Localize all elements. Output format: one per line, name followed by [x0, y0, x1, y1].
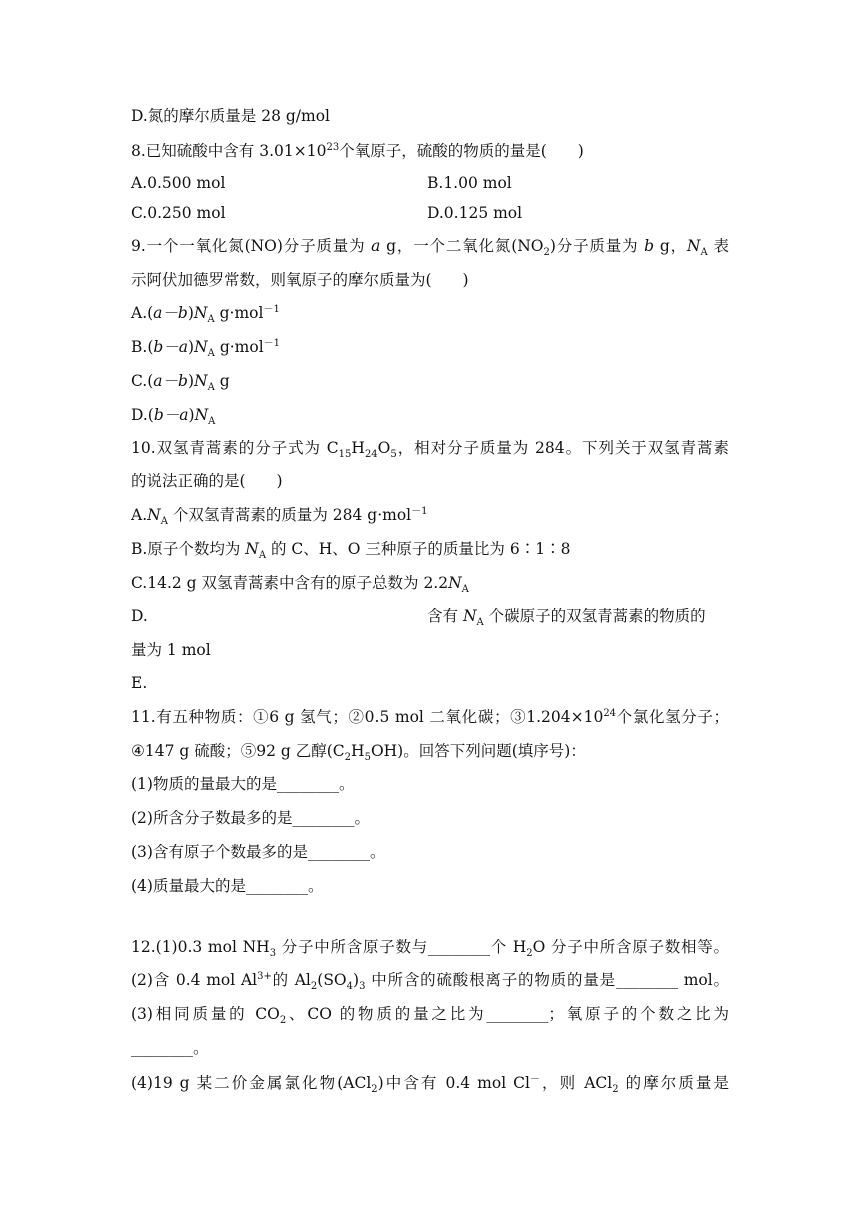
avogadro-subscript: A [207, 348, 215, 360]
exponent: 3+ [257, 970, 272, 982]
q11-text: 个氯化氢分子； [616, 708, 729, 726]
subscript: 2 [612, 1084, 619, 1096]
q9-option-a [131, 303, 280, 326]
subscript: 5 [390, 449, 397, 461]
q9-text: 示阿伏加德罗常数，则氧原子的摩尔质量为( ) [131, 271, 469, 289]
q11-part-2 [131, 808, 370, 828]
q9-option-b [131, 337, 281, 360]
avogadro-symbol: N [193, 304, 208, 322]
q12-text: ________。 [131, 1039, 209, 1057]
q9-var-b: b [644, 237, 655, 255]
q11-part-1 [131, 774, 354, 794]
paren: ) [188, 406, 195, 424]
avogadro-subscript: A [160, 516, 168, 528]
q10-option-c [131, 573, 469, 596]
q9-stem-line-1 [131, 236, 729, 259]
q11-part-1-text: (1)物质的量最大的是________。 [131, 775, 355, 793]
q12-text: 分子中所含原子数与________个 H [276, 938, 527, 956]
q9-option-c-expr: a－b [153, 372, 188, 390]
q9-option-a-expr: a－b [153, 304, 188, 322]
q9-option-d-label: D.( [131, 406, 154, 424]
q11-stem-line-1 [131, 707, 729, 727]
q10-text: 的说法正确的是( ) [131, 472, 283, 490]
q12-part-2 [131, 970, 729, 993]
q12-part-4 [131, 1073, 729, 1096]
avogadro-symbol: N [194, 338, 208, 356]
q10-option-c-text: C.14.2 g 双氢青蒿素中含有的原子总数为 2.2 [131, 574, 449, 592]
q8-stem-text-2: 个氧原子，硫酸的物质的量是( ) [339, 142, 584, 160]
unit: g·mol [214, 338, 264, 356]
avogadro-symbol: N [194, 406, 209, 424]
q8-stem-text: 8.已知硫酸中含有 3.01×10 [131, 142, 327, 160]
q10-option-e-label: E. [131, 674, 148, 692]
q7-option-d-text: D.氮的摩尔质量是 28 g/mol [131, 107, 331, 125]
q9-option-b-label: B.( [131, 338, 154, 356]
q10-option-b-text-2: 的 C、H、O 三种原子的质量比为 6∶1∶8 [266, 540, 571, 558]
q8-option-b [427, 173, 512, 193]
subscript: 5 [364, 752, 371, 764]
avogadro-subscript: A [476, 617, 484, 629]
q12-text: ，则 ACl [539, 1074, 613, 1092]
unit: g [214, 372, 230, 390]
q9-subscript: 2 [543, 247, 550, 259]
q11-part-4-text: (4)质量最大的是________。 [131, 877, 324, 895]
exponent: －1 [263, 303, 280, 315]
exponent: －1 [411, 505, 428, 517]
q11-text: OH)。回答下列问题(填序号)： [370, 742, 586, 760]
avogadro-subscript: A [207, 314, 215, 326]
q9-text: g，一个二氧化氮(NO [380, 237, 544, 255]
avogadro-symbol: N [448, 574, 462, 592]
avogadro-symbol: N [462, 607, 477, 625]
q12-text: 12.(1)0.3 mol NH [131, 938, 270, 956]
q10-option-d-text-3: 量为 1 mol [131, 641, 211, 659]
element-h: H [351, 439, 365, 457]
avogadro-subscript: A [461, 584, 469, 596]
q8-option-d [427, 203, 522, 223]
subscript: 2 [344, 752, 352, 764]
avogadro-subscript: A [258, 550, 267, 562]
q12-text: (3)相同质量的 CO [131, 1005, 280, 1023]
q11-part-3 [131, 842, 385, 862]
q9-stem-line-2 [131, 270, 469, 290]
q10-option-b [131, 539, 571, 562]
q10-text: 10.双氢青蒿素的分子式为 C [131, 439, 339, 457]
q8-option-d-text: D.0.125 mol [427, 204, 523, 222]
avogadro-symbol: N [147, 506, 161, 524]
q12-text: 中所含的硫酸根离子的物质的量是________ mol。 [365, 971, 729, 989]
q10-option-d-label-text: D. [131, 607, 148, 625]
q8-option-c-text: C.0.250 mol [131, 204, 226, 222]
subscript: 15 [338, 449, 352, 461]
q8-exponent: 23 [326, 141, 340, 153]
subscript: 24 [364, 449, 378, 461]
subscript: 2 [371, 1084, 378, 1096]
q9-option-d [131, 405, 216, 428]
avogadro-subscript: A [700, 247, 708, 259]
subscript: 4 [346, 981, 354, 993]
q11-text: ④147 g 硫酸；⑤92 g 乙醇(C [131, 742, 345, 760]
q9-text: 9.一个一氧化氮(NO)分子质量为 [131, 237, 372, 255]
subscript: 3 [269, 948, 277, 960]
q9-text: )分子质量为 [549, 237, 645, 255]
q11-part-2-text: (2)所含分子数最多的是________。 [131, 809, 370, 827]
q12-part-1 [131, 937, 729, 960]
subscript: 3 [359, 981, 366, 993]
q10-stem-line-2 [131, 471, 283, 491]
q12-text: 的摩尔质量是 [618, 1074, 729, 1092]
q10-option-b-text: B.原子个数均为 [131, 540, 246, 558]
q12-part-3 [131, 1004, 729, 1027]
q12-text: O 分子中所含原子数相等。 [532, 938, 729, 956]
q10-option-d-label [131, 606, 148, 626]
subscript: 2 [279, 1015, 287, 1027]
q8-option-a [131, 173, 225, 193]
q8-option-c [131, 203, 226, 223]
q12-text: 的 Al [271, 971, 311, 989]
q9-option-d-expr: b－a [153, 406, 189, 424]
q12-text: )中含有 0.4 mol Cl [377, 1074, 530, 1092]
q10-option-e [131, 673, 147, 693]
element-h: H [351, 742, 365, 760]
q9-option-c [131, 371, 230, 394]
subscript: 2 [310, 981, 318, 993]
exponent: － [529, 1073, 540, 1085]
q10-option-d-text: 含有 [427, 607, 463, 625]
element-o: O [377, 439, 391, 457]
q10-option-a [131, 505, 428, 528]
subscript: 2 [526, 948, 533, 960]
q12-part-3-line-2 [131, 1038, 209, 1058]
q8-stem [131, 141, 584, 161]
q11-text: 11.有五种物质：①6 g 氢气；②0.5 mol 二氧化碳；③1.204×10 [131, 708, 604, 726]
q9-option-b-expr: b－a [153, 338, 189, 356]
q11-part-3-text: (3)含有原子个数最多的是________。 [131, 843, 386, 861]
avogadro-symbol: N [245, 540, 259, 558]
paren: ) [187, 372, 195, 390]
q8-option-b-text: B.1.00 mol [427, 174, 512, 192]
q10-option-a-text: 个双氢青蒿素的质量为 284 g·mol [167, 506, 412, 524]
avogadro-subscript: A [207, 382, 215, 394]
q10-option-d-text-2: 个碳原子的双氢青蒿素的物质的 [483, 607, 706, 625]
q12-text: (4)19 g 某二价金属氯化物(ACl [131, 1074, 372, 1092]
avogadro-symbol: N [686, 237, 701, 255]
q12-text: (2)含 0.4 mol Al [131, 971, 258, 989]
q12-text: ) [353, 971, 360, 989]
q9-text: g， [654, 237, 687, 255]
paren: ) [188, 338, 195, 356]
q10-option-a-label: A. [131, 506, 148, 524]
exponent: －1 [263, 337, 281, 349]
q10-text: ，相对分子质量为 284。下列关于双氢青蒿素 [396, 439, 729, 457]
unit: g·mol [214, 304, 264, 322]
q9-option-c-label: C.( [131, 372, 154, 390]
q9-option-a-label: A.( [131, 304, 154, 322]
q7-option-d [131, 106, 330, 126]
q11-part-4 [131, 876, 323, 896]
avogadro-symbol: N [194, 372, 208, 390]
q10-option-d [427, 606, 706, 629]
paren: ) [187, 304, 194, 322]
q8-option-a-text: A.0.500 mol [131, 174, 226, 192]
q9-var-a: a [371, 237, 381, 255]
q10-option-d-line-2 [131, 640, 211, 660]
avogadro-subscript: A [208, 416, 216, 428]
exponent: 24 [603, 707, 617, 719]
q9-text: 表 [707, 237, 729, 255]
q12-text: 、CO 的物质的量之比为________；氧原子的个数之比为 [286, 1005, 729, 1023]
q12-text: (SO [317, 971, 347, 989]
q10-stem-line-1 [131, 438, 729, 461]
q11-stem-line-2 [131, 741, 586, 764]
